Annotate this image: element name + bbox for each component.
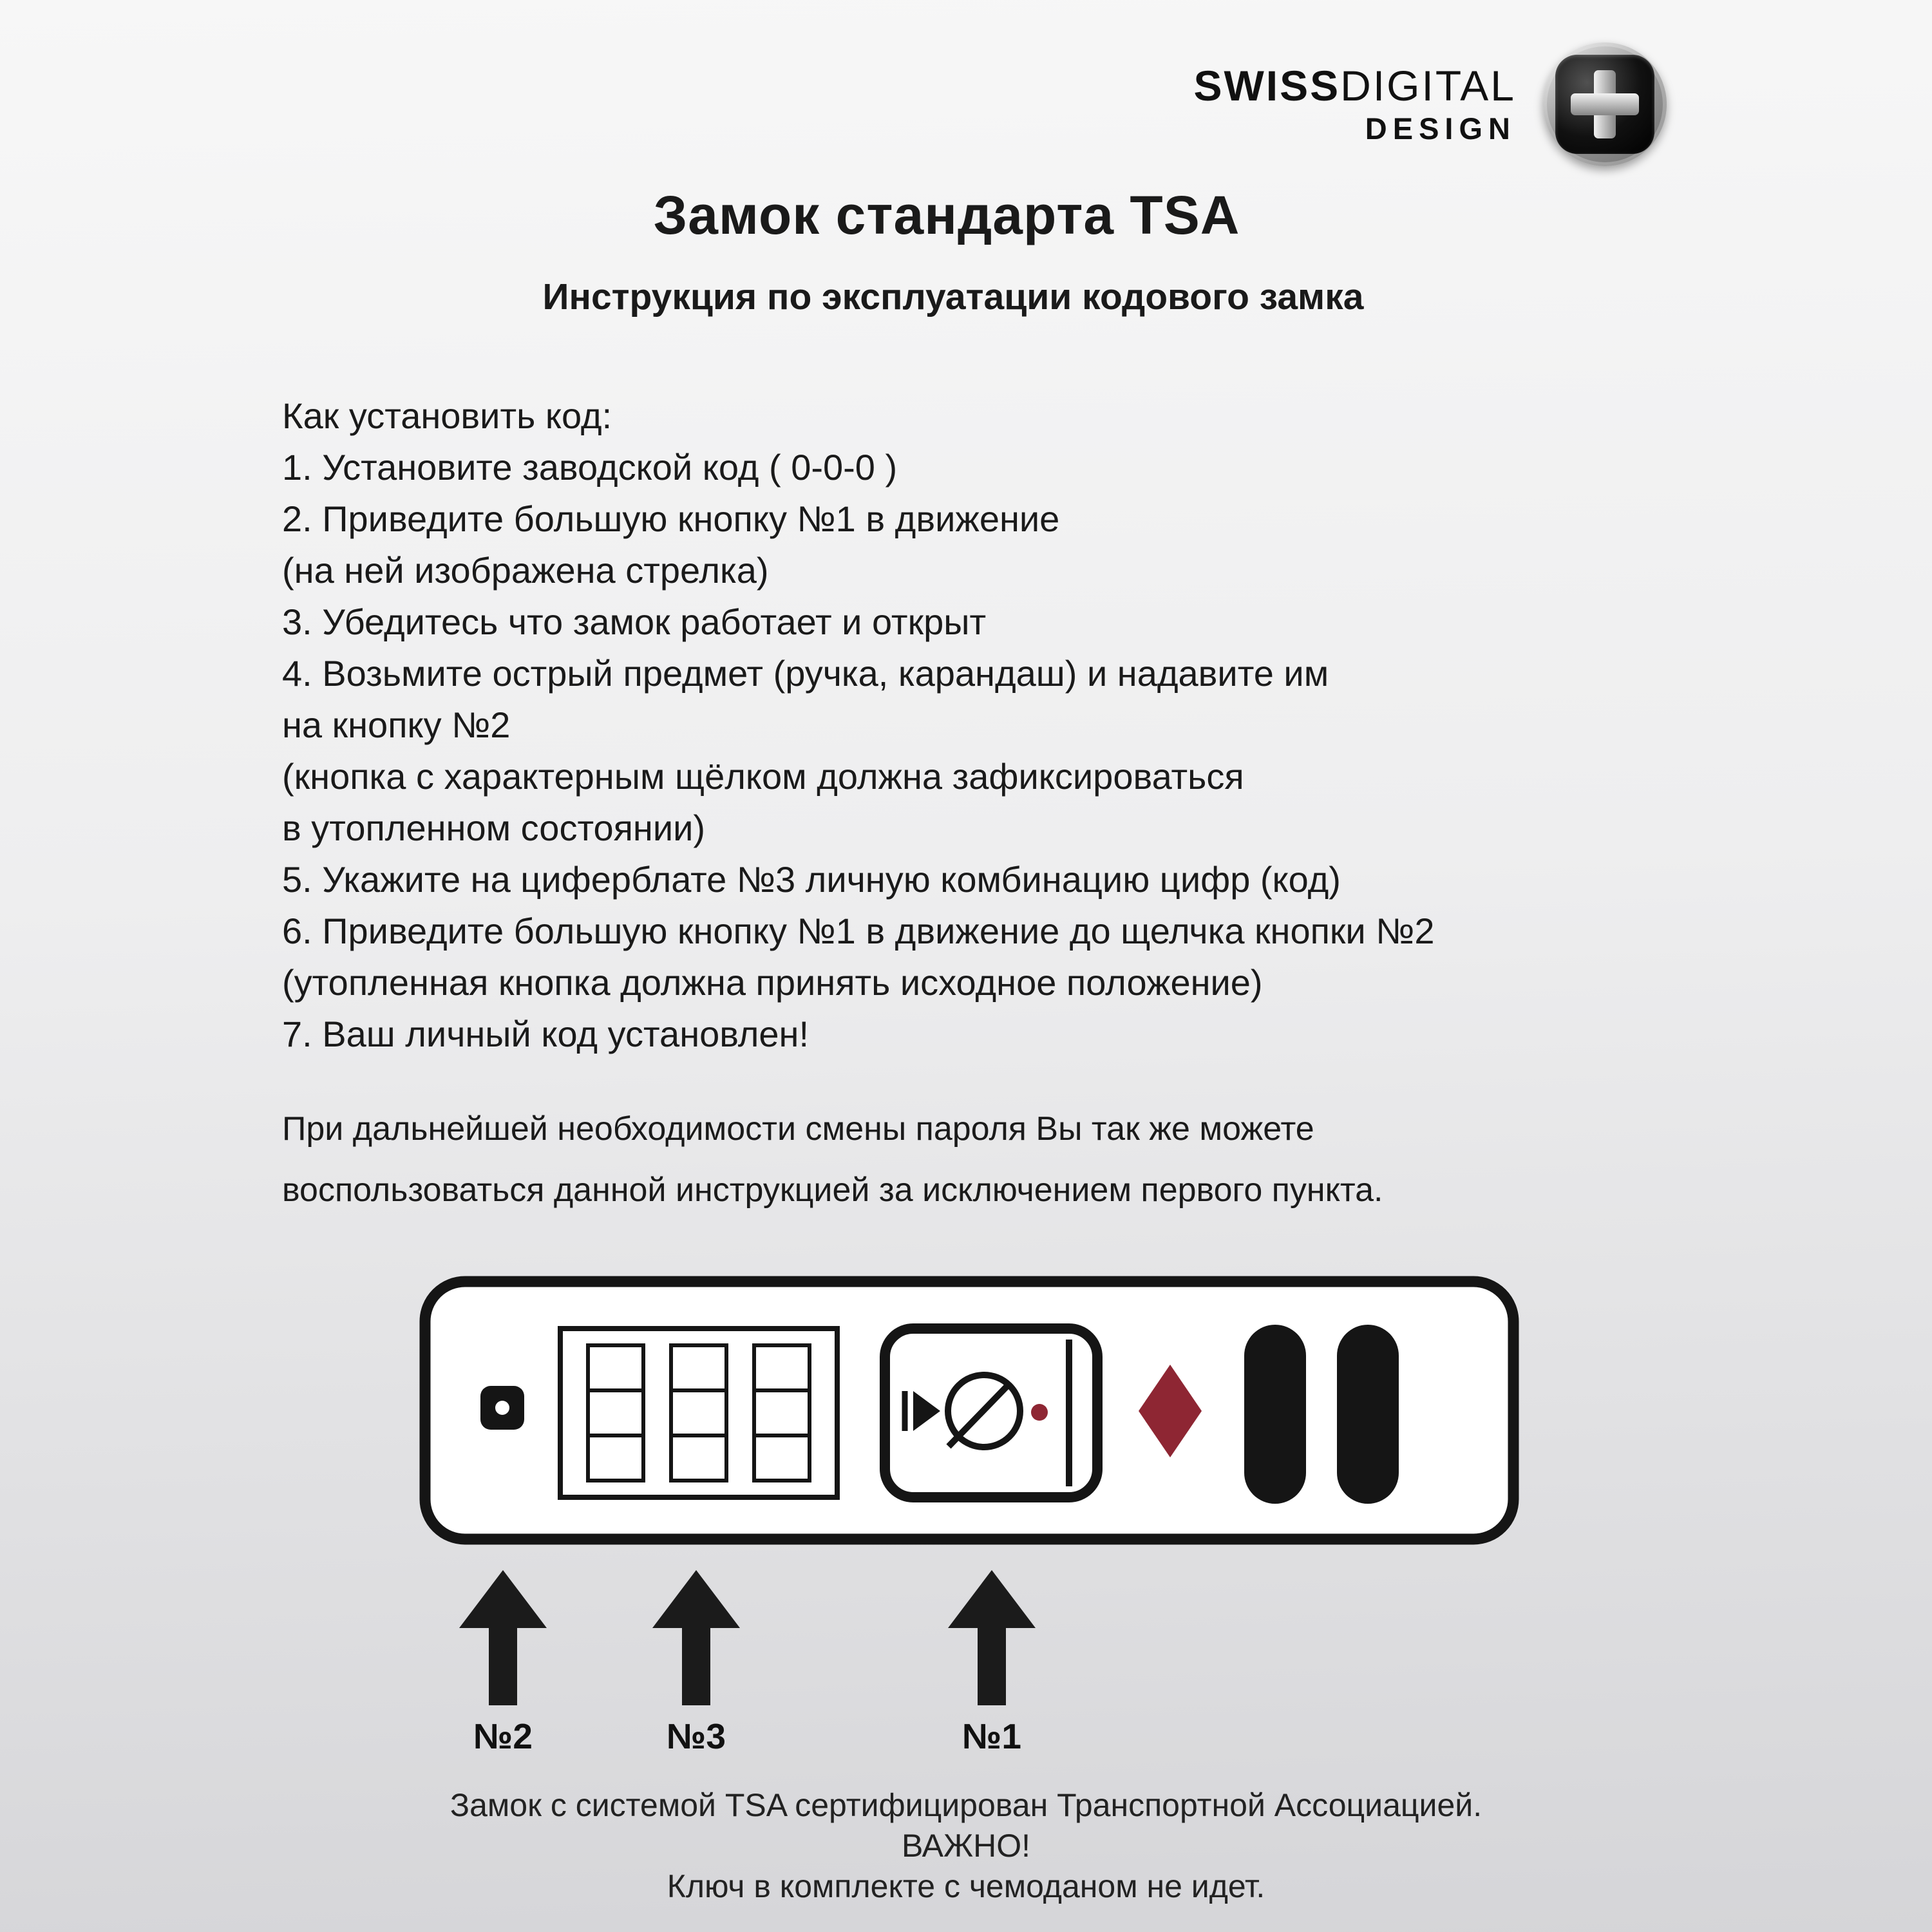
brand-name xyxy=(1193,63,1516,108)
footer-line: Ключ в комплекте с чемоданом не идет. xyxy=(667,1868,1265,1904)
reset-button-2 xyxy=(480,1386,524,1430)
badge-inner xyxy=(1555,55,1654,154)
pointer-arrow-button2 xyxy=(459,1570,547,1705)
arrow-label-dial3: №3 xyxy=(667,1716,726,1756)
instruction-line: (кнопка с характерным щёлком должна зафиксироваться xyxy=(282,756,1244,797)
brand-name-light: DIGITAL xyxy=(1340,61,1516,109)
cross-horizontal-bar xyxy=(1571,93,1639,115)
note-line: воспользоваться данной инструкцией за исключением первого пункта. xyxy=(282,1171,1383,1209)
instruction-line: 3. Убедитесь что замок работает и открыт xyxy=(282,601,987,642)
slide-button-1 xyxy=(885,1329,1097,1497)
grip-pill xyxy=(1337,1325,1399,1504)
instruction-line: (на ней изображена стрелка) xyxy=(282,550,769,591)
instruction-line: на кнопку №2 xyxy=(282,705,511,745)
instruction-line: (утопленная кнопка должна принять исходное положение) xyxy=(282,962,1263,1003)
footer-note xyxy=(0,1785,1932,1907)
page-title: Замок стандарта TSA xyxy=(653,185,1240,245)
lock-diagram xyxy=(361,1275,1571,1726)
instruction-line: в утопленном состоянии) xyxy=(282,808,706,848)
instruction-line: Как установить код: xyxy=(282,395,612,436)
footer-line: Замок с системой TSA сертифицирован Транспортной Ассоциацией. xyxy=(450,1787,1482,1823)
note-line: При дальнейшей необходимости смены пароля Вы так же можете xyxy=(282,1110,1314,1148)
instructions-list xyxy=(282,390,1434,1060)
instruction-line: 4. Возьмите острый предмет (ручка, карандаш) и надавите им xyxy=(282,653,1329,694)
pointer-arrow-button1 xyxy=(948,1570,1036,1705)
instruction-line: 2. Приведите большую кнопку №1 в движение xyxy=(282,498,1060,539)
page-subtitle: Инструкция по эксплуатации кодового замка xyxy=(542,276,1364,317)
instruction-line: 7. Ваш личный код установлен! xyxy=(282,1014,810,1054)
arrow-label-button1: №1 xyxy=(962,1716,1021,1756)
password-change-note xyxy=(282,1099,1383,1221)
pointer-arrow-dial3 xyxy=(652,1570,740,1705)
footer-line: ВАЖНО! xyxy=(901,1828,1031,1864)
swiss-cross-badge-icon xyxy=(1543,43,1667,166)
grip-pill xyxy=(1244,1325,1306,1504)
brand-logo xyxy=(1193,43,1667,166)
indicator-dot xyxy=(1031,1404,1048,1421)
instruction-line: 6. Приведите большую кнопку №1 в движение до щелчка кнопки №2 xyxy=(282,911,1435,951)
arrow-label-button2: №2 xyxy=(473,1716,533,1756)
brand-wordmark xyxy=(1193,63,1516,146)
instruction-line: 1. Установите заводской код ( 0-0-0 ) xyxy=(282,447,898,488)
brand-name-bold: SWISS xyxy=(1193,61,1341,109)
instruction-line: 5. Укажите на циферблате №3 личную комбинацию цифр (код) xyxy=(282,859,1341,900)
brand-subname: DESIGN xyxy=(1365,111,1516,146)
